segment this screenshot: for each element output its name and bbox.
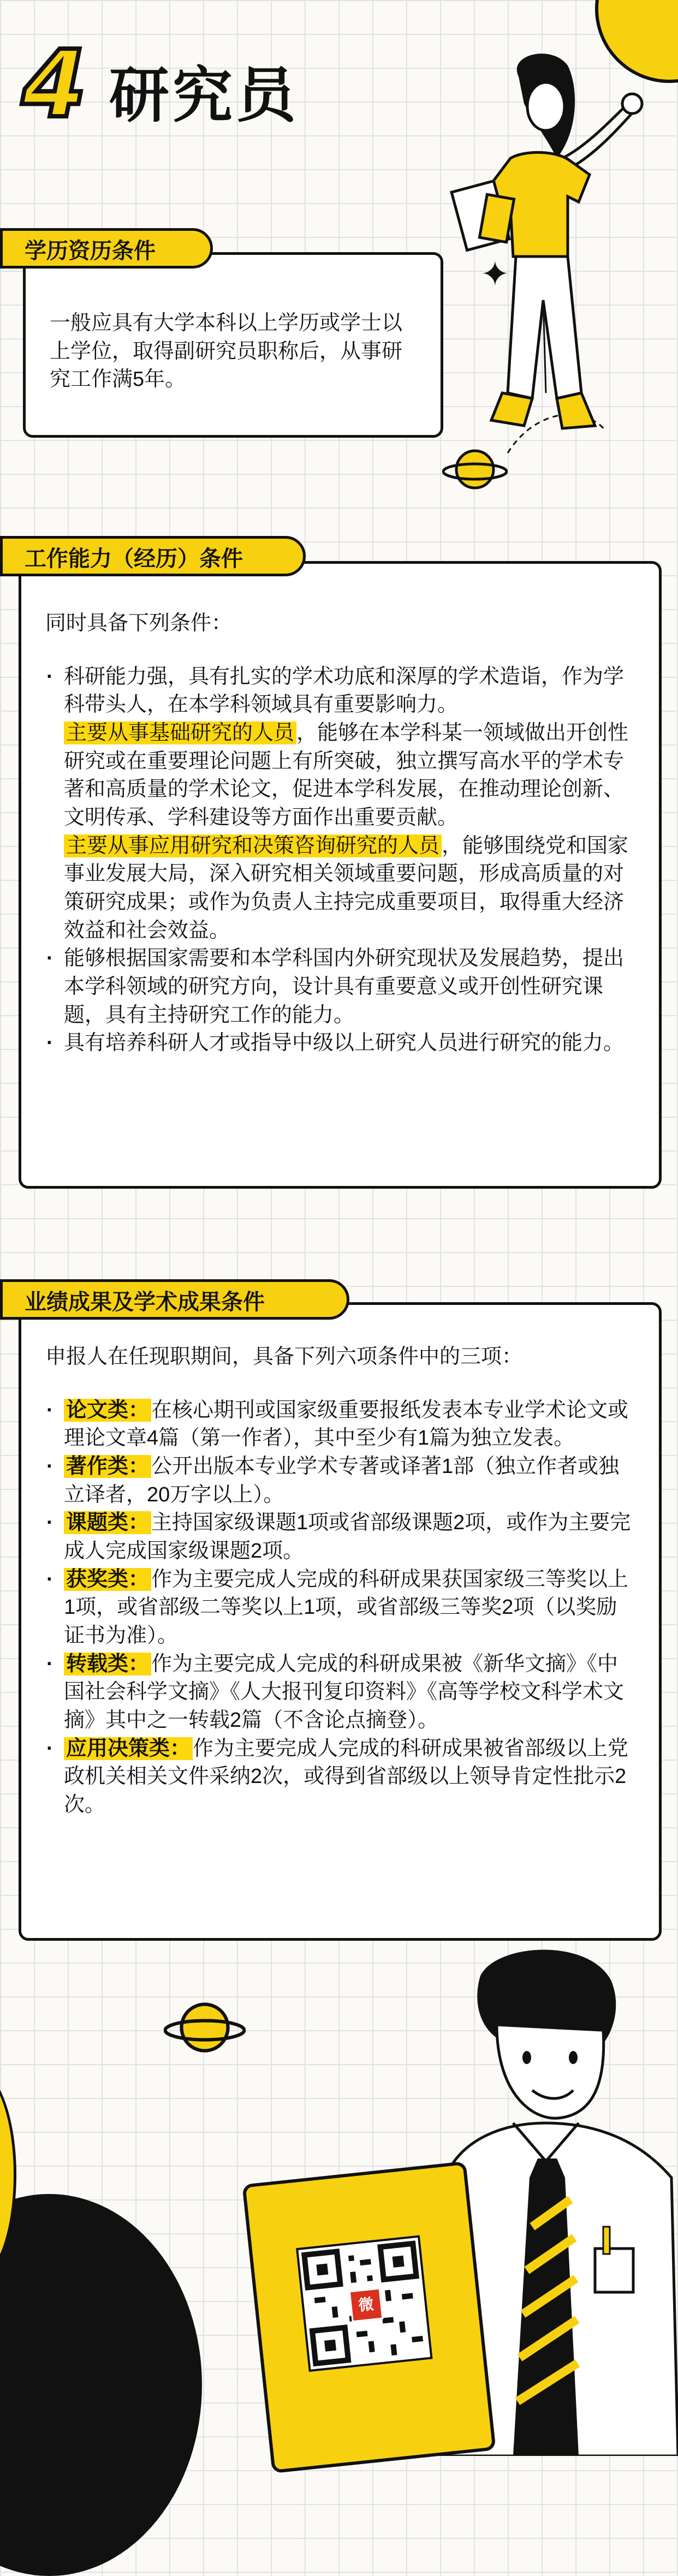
achievement-item (45, 1650, 635, 1735)
achievement-key: 转载类： (64, 1653, 151, 1675)
achievement-key: 课题类： (64, 1511, 151, 1534)
basic-research-text: ，能够在本学科某一领域做出开创性研究或在重要理论问题上有所突破，独立撰写高水平的学术专著和高质量的学术论文，促进本学科发展，在推动理论创新、文明传承、学科建设等方面作出重要贡献。 (64, 721, 629, 830)
ability-item (45, 663, 635, 945)
achievement-item (45, 1509, 635, 1565)
black-blob-decoration (0, 2194, 202, 2576)
planet-icon (164, 1987, 246, 2068)
section-tag-education: 学历资历条件 (0, 228, 213, 269)
achievement-item (45, 1397, 635, 1453)
achievement-text: 在核心期刊或国家级重要报纸发表本专业学术论文或理论文章4篇（第一作者），其中至少有1篇为独立发表。 (64, 1398, 629, 1450)
achievement-key: 获奖类： (64, 1568, 151, 1591)
section-tag-achievements: 业绩成果及学术成果条件 (0, 1279, 349, 1320)
achievement-text: 主持国家级课题1项或省部级课题2项，或作为主要完成人完成国家级课题2项。 (64, 1511, 631, 1563)
qr-code-card (242, 2161, 496, 2473)
achievement-item (45, 1735, 635, 1820)
education-box (23, 252, 443, 438)
ability-intro: 同时具备下列条件： (45, 612, 233, 635)
achievements-intro: 申报人在任现职期间，具备下列六项条件中的三项： (45, 1345, 523, 1368)
wechat-badge-icon: 微 (349, 2288, 384, 2323)
achievement-item (45, 1566, 635, 1650)
highlight-basic-research: 主要从事基础研究的人员 (64, 721, 296, 744)
achievement-key: 应用决策类： (64, 1737, 193, 1760)
sparkle-icon: ✦ (480, 254, 510, 294)
education-text: 一般应具有大学本科以上学历或学士以上学位，取得副研究员职称后，从事研究工作满5年。 (50, 312, 403, 391)
achievements-box (19, 1302, 662, 1941)
ability-box (19, 561, 662, 1189)
achievement-text: 公开出版本专业学术专著或译著1部（独立作者或独立译者，20万字以上）。 (64, 1455, 620, 1506)
achievements-list (45, 1397, 635, 1820)
achievement-key: 论文类： (64, 1399, 151, 1422)
woman-illustration (415, 44, 666, 568)
page-title: 研究员 (109, 61, 299, 130)
section-tag-ability: 工作能力（经历）条件 (0, 536, 306, 576)
achievement-text: 作为主要完成人完成的科研成果获国家级三等奖以上1项，或省部级二等奖以上1项，或省部级三等奖2项（以奖励证书为准）。 (64, 1567, 629, 1648)
highlight-applied-research: 主要从事应用研究和决策咨询研究的人员 (64, 834, 442, 857)
ability-item: · 能够根据国家需要和本学科国内外研究现状及发展趋势，提出本学科领域的研究方向，设计具有重要意义或开创性研究课题，具有主持研究工作的能力。 (45, 945, 635, 1029)
achievement-text: 作为主要完成人完成的科研成果被《新华文摘》《中国社会科学文摘》《人大报刊复印资料》《高等学校文科学术文摘》其中之一转载2篇（不含论点摘登）。 (64, 1652, 625, 1732)
achievement-key: 著作类： (64, 1455, 151, 1478)
achievement-item (45, 1453, 635, 1509)
ability-item: · 具有培养科研人才或指导中级以上研究人员进行研究的能力。 (45, 1029, 635, 1058)
ability-item-text: 科研能力强，具有扎实的学术功底和深厚的学术造诣，作为学科带头人，在本学科领域具有重要影响力。 (64, 665, 625, 717)
achievement-text: 作为主要完成人完成的科研成果被省部级以上党政机关相关文件采纳2次，或得到省部级以上领导肯定性批示2次。 (64, 1737, 629, 1817)
applied-research-text: ，能够围绕党和国家事业发展大局，深入研究相关领域重要问题，形成高质量的对策研究成果；或作为负责人主持完成重要项目，取得重大经济效益和社会效益。 (64, 834, 629, 942)
qr-code[interactable] (296, 2235, 433, 2372)
section-number: 4 (22, 31, 87, 139)
ability-list (45, 663, 635, 1058)
